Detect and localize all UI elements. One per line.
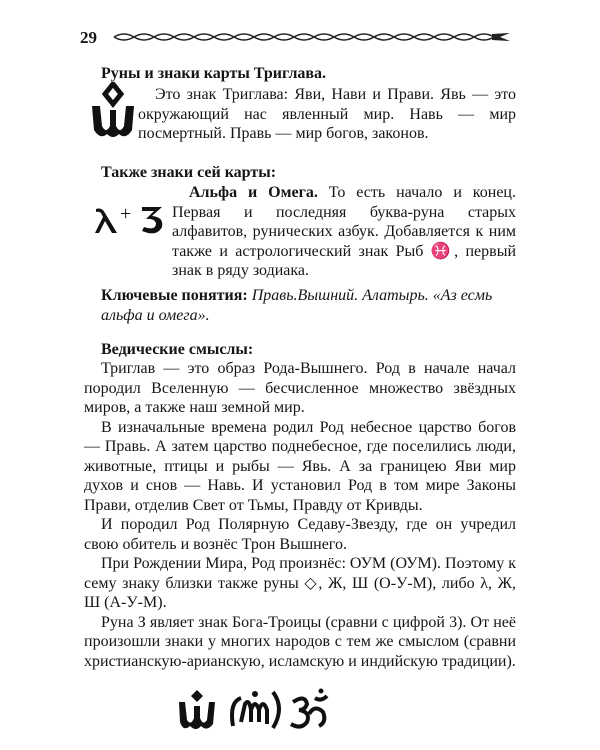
plus-sign: +: [120, 203, 132, 225]
sacred-symbols-illustration: [175, 688, 415, 732]
page-number: 29: [80, 28, 97, 47]
alpha-omega-text: То есть начало и конец. Первая и последняя буква-руна старых алфавитов, рунических азбук. Добавляется к ним также и астрологический знак Рыб ♓, первый знак в ряду зодиака.: [172, 184, 517, 279]
vedic-paragraph: И породил Род Полярную Седаву-Звезду, где он учредил свою обитель и вознёс Трон Вышнего.: [84, 516, 516, 553]
section-heading-also: Также знаки сей карты:: [101, 164, 277, 181]
key-concepts: [101, 286, 521, 325]
section-heading-vedic: Ведические смыслы:: [101, 341, 254, 358]
vedic-paragraph: Триглав — это образ Рода-Вышнего. Род в начале начал породил Вселенную — бесчисленное множество звёздных миров, а также наш земной мир.: [84, 360, 516, 416]
section-heading-runes: Руны и знаки карты Триглава.: [101, 65, 327, 82]
triglav-description: Это знак Триглава: Яви, Нави и Прави. Явь — это окружающий нас явленный мир. Навь — мир посмертный. Правь — мир богов, законов.: [138, 86, 516, 142]
vedic-paragraph: При Рождении Мира, Род произнёс: ОУМ (ОУМ). Поэтому к сему знаку близки также руны ◇, Ж, Ш (О-У-М), либо λ, Ж, Ш (А-У-М).: [84, 555, 516, 611]
vedic-paragraph: Руна З являет знак Бога-Троицы (сравни с цифрой 3). От неё произошли знаки у многих народов с тем же смыслом (сравни христианскую-арианскую, исламскую и индийскую традиции).: [84, 613, 516, 670]
three-rune-icon: [138, 203, 166, 235]
alpha-omega-paragraph: [172, 183, 516, 281]
triglav-rune-icon: [88, 82, 138, 140]
lambda-rune-icon: [92, 205, 122, 235]
vedic-paragraph: В изначальные времена родил Род небесное царство богов — Правь. А затем царство поднебесное, где поселились люди, животные, птицы и рыбы — Явь. А за границею Яви мир духов и снов — Навь. И установил Род в том мире Законы Прави, отделив Свет от Тьмы, Правду от Кривды.: [84, 418, 516, 514]
key-concepts-text: Правь.Вышний. Алатырь. «Аз есмь альфа и омега».: [101, 287, 493, 324]
vedic-body: [84, 359, 516, 671]
key-concepts-label: Ключевые понятия:: [101, 287, 248, 304]
alpha-omega-title: Альфа и Омега.: [189, 184, 318, 201]
header-ornament: [112, 30, 512, 44]
